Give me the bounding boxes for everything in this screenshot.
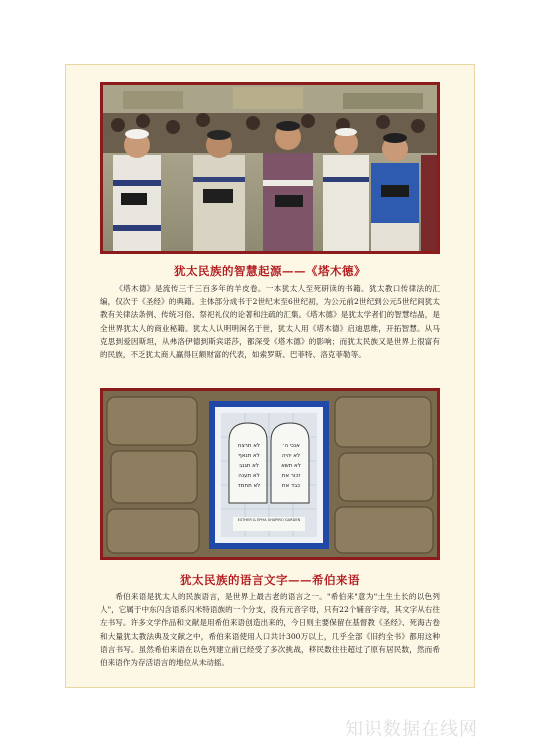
commandments-plaque-photo [100,388,440,560]
worshippers-photo [100,82,440,254]
watermark: 知识数据在线网 [345,719,478,740]
plaque-right-line: לא יהיה [281,453,301,459]
section-paragraph: 《塔木德》是流传三千三百多年的羊皮卷。一本犹太人至死研读的书籍。犹太教口传律法的汇编，仅次于《圣经》的典籍。主体部分成书于2世纪末至6世纪初，为公元前2世纪到公元5世纪间犹太教有关律法条例、传统习俗、祭祀礼仪的论著和注疏的汇集。《塔木德》是犹太学者们的智慧结晶，是全世界犹太人的商业秘籍。犹太人认明明闲名于世，犹太人用《塔木德》启迪思维，开拓智慧。从马克思到爱因斯坦，从弗洛伊德到斯宾诺莎，都深受《塔木德》的影响；而犹太民族又是世界上很富有的民族，不乏犹太商人赢得巨额财富的代表，如索罗斯、巴菲特、洛克菲勒等。 [100,284,440,360]
section-caption: 犹太民族的智慧起源——《塔木德》 [174,264,366,278]
section-paragraph: 希伯来语是犹太人的民族语言，是世界上最古老的语言之一。"希伯来"意为"土生土长的以色列人"，它属于中东闪含语系闪米特语族的一个分支，没有元音字母，只有22个辅音字母，其文字从右往左书写。许多文学作品和文献是用希伯来语创造出来的，今日则主要保留在基督教《圣经》、死海古卷和大量犹太教法典及文献之中，希伯来语使用人口共计300万以上，几乎全部《旧约全书》都用这种语言书写。虽然希伯来语在以色列建立前已经受了多次挑战，移民数往往超过了原有居民数，然而希伯来语作为存活语言的地位从未动摇。 [100,592,440,668]
plaque-right-line: כבד את [281,483,301,489]
plaque-right-line: זכור את [281,473,301,479]
plaque-left-line: לא תגנב [239,463,259,469]
plaque-right-line: אנכי ה׳ [282,443,300,449]
section-caption: 犹太民族的语言文字——希伯来语 [180,573,360,587]
plaque-right-line: לא תשא [281,463,301,469]
plaque-left-line: לא תנאף [238,453,260,459]
plaque-left-line: לא תרצח [237,443,261,449]
plaque-left-line: לא תחמד [237,483,261,489]
plaque-left-line: לא תענה [238,473,260,479]
plaque-label: ESTHER & EPHA SHAPIRO GARDEN [237,518,301,522]
